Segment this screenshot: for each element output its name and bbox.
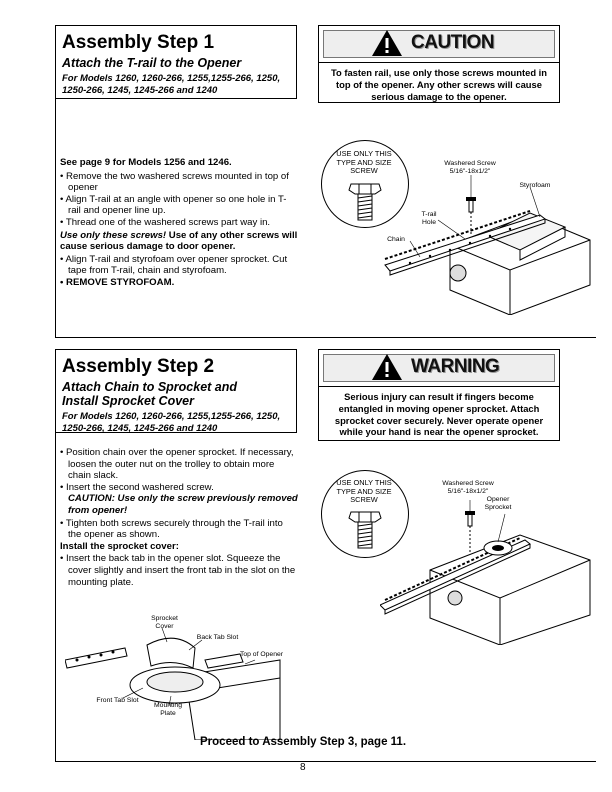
step2-bullet-1: • Position chain over the opener sprocket. If necessary, loosen the outer nut on the trolley to obtain more chain slack. bbox=[60, 447, 294, 482]
step2-models: For Models 1260, 1260-266, 1255,1255-266, 1250, 1250-266, 1245, 1245-266 and 1240 bbox=[62, 411, 281, 434]
step2-instructions bbox=[60, 447, 298, 588]
screw-icon-2 bbox=[345, 508, 385, 550]
step2-bullet-2: • Insert the second washered screw. bbox=[60, 481, 214, 493]
warning-title: WARNING bbox=[411, 356, 500, 377]
fig3-sprocket-cover-label: Sprocket Cover bbox=[151, 615, 178, 630]
step1-models: For Models 1260, 1260-266, 1255,1255-266, 1250, 1250-266, 1245, 1245-266 and 1240 bbox=[62, 73, 281, 96]
fig3-top-of-opener-label: Top of Opener bbox=[239, 651, 284, 658]
step1-screw-warning: Use only these screws! Use of any other screws will cause serious damage to door opener. bbox=[60, 229, 298, 253]
step1-bullet-1: • Remove the two washered screws mounted in top of opener bbox=[60, 170, 289, 194]
step2-bullet-3: • Tighten both screws securely through the T-rail into the opener as shown. bbox=[60, 517, 283, 541]
proceed-note: Proceed to Assembly Step 3, page 11. bbox=[200, 736, 407, 748]
fig2-washered-screw-label: Washered Screw 5/16"-18x1/2" bbox=[442, 480, 494, 495]
warning-body: Serious injury can result if fingers become entangled in moving opener sprocket. Attach sprocket cover securely. Never operate opener while your hand is near the opener sprocket. bbox=[334, 391, 544, 438]
opener-sprocket-illustration bbox=[380, 500, 595, 645]
step1-note: See page 9 for Models 1256 and 1246. bbox=[60, 157, 232, 168]
screw-icon-1 bbox=[345, 180, 385, 222]
step2-title: Assembly Step 2 bbox=[62, 356, 215, 377]
warning-header bbox=[319, 350, 559, 387]
step1-bullet-3: • Thread one of the washered screws part way in. bbox=[60, 216, 271, 228]
warning-box bbox=[318, 349, 560, 441]
warning-triangle-icon bbox=[371, 29, 403, 57]
fig3-front-tab-slot-label: Front Tab Slot bbox=[96, 697, 139, 704]
step1-instructions bbox=[60, 157, 298, 289]
caution-box bbox=[318, 25, 560, 103]
sprocket-cover-illustration bbox=[65, 620, 295, 740]
step1-header-box bbox=[55, 25, 297, 99]
screw-callout-text-2: USE ONLY THIS TYPE AND SIZE SCREW bbox=[336, 478, 392, 505]
warning-triangle-icon bbox=[371, 353, 403, 381]
screw-callout-text-1: USE ONLY THIS TYPE AND SIZE SCREW bbox=[336, 149, 392, 176]
opener-trail-illustration bbox=[380, 175, 595, 315]
step1-subtitle: Attach the T-rail to the Opener bbox=[62, 56, 242, 70]
fig1-chain-label: Chain bbox=[387, 236, 405, 243]
step1-bullet-4: • Align T-rail and styrofoam over opener sprocket. Cut tape from T-rail, chain and styrofoam. bbox=[60, 253, 288, 277]
caution-title: CAUTION bbox=[411, 32, 495, 53]
step2-subtitle: Attach Chain to Sprocket and Install Sprocket Cover bbox=[62, 380, 238, 408]
caution-header bbox=[319, 26, 559, 63]
fig1-styrofoam-label: Styrofoam bbox=[519, 182, 551, 189]
page-number: 8 bbox=[300, 762, 306, 773]
caution-body: To fasten rail, use only those screws mounted in top of the opener. Any other screws will cause serious damage to the opener. bbox=[330, 67, 548, 102]
step2-header-box bbox=[55, 349, 297, 433]
step1-title: Assembly Step 1 bbox=[62, 32, 215, 53]
step1-bullet-2: • Align T-rail at an angle with opener so one hole in T-rail and opener line up. bbox=[60, 193, 287, 217]
fig3-mounting-plate-label: Mounting Plate bbox=[154, 702, 182, 717]
fig1-trail-hole-label: T-rail Hole bbox=[421, 211, 437, 226]
step2-install-heading: Install the sprocket cover: bbox=[60, 540, 179, 552]
fig1-washered-screw-label: Washered Screw 5/16"-18x1/2" bbox=[444, 160, 496, 175]
step2-caution-note: CAUTION: Use only the screw previously removed from opener! bbox=[68, 493, 298, 516]
fig2-opener-sprocket-label: Opener Sprocket bbox=[484, 496, 512, 511]
fig3-back-tab-slot-label: Back Tab Slot bbox=[196, 634, 239, 641]
step1-bullet-5: • REMOVE STYROFOAM. bbox=[60, 276, 175, 288]
step2-bullet-4: • Insert the back tab in the opener slot. Squeeze the cover slightly and insert the front tab in the slot on the mounting plate. bbox=[60, 553, 296, 588]
